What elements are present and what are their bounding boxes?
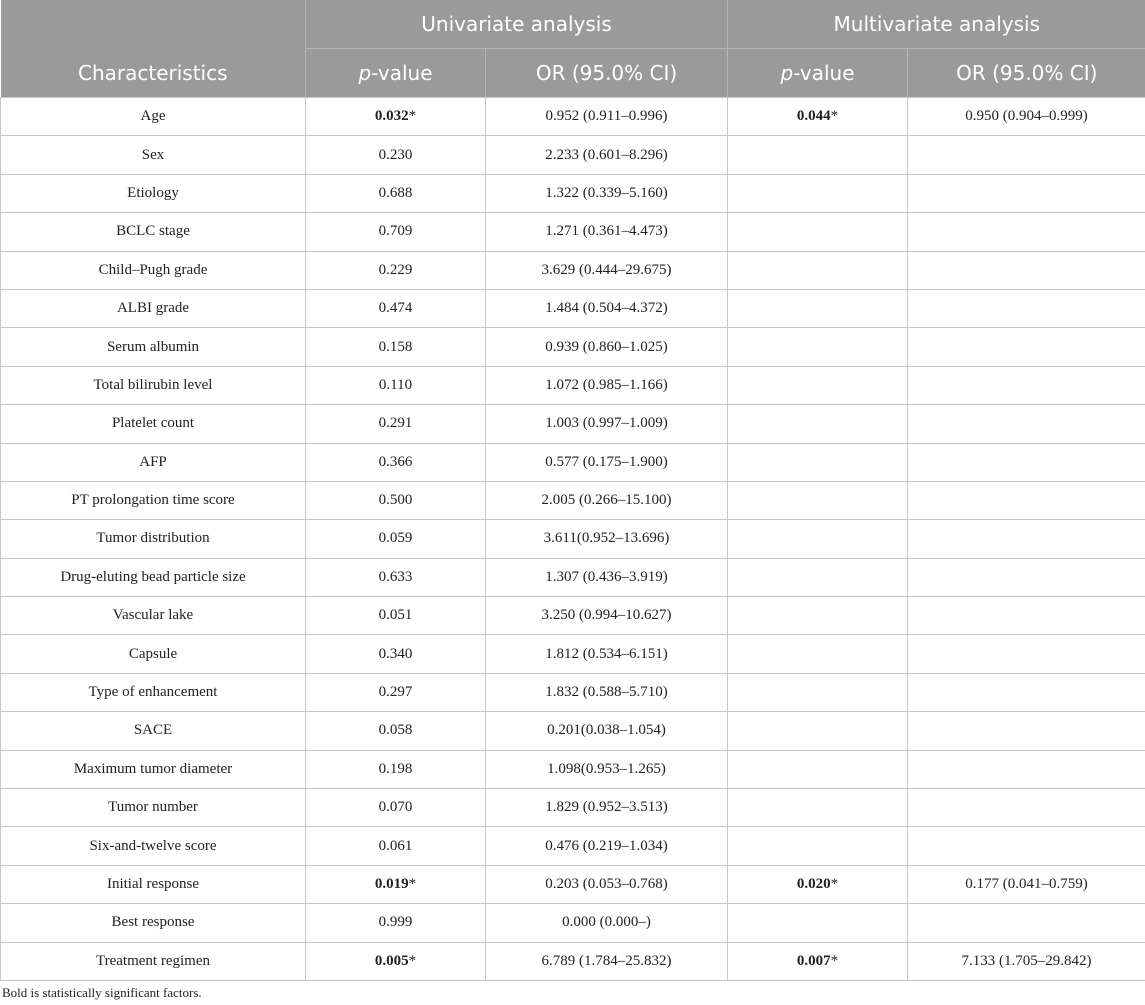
- cell-uni-or: [486, 174, 728, 212]
- uni-pvalue: 0.229: [378, 261, 413, 278]
- cell-uni-or: [486, 942, 728, 980]
- uni-pvalue: 0.005: [374, 952, 409, 969]
- cell-characteristic: [1, 827, 306, 865]
- uni-or: 1.003 (0.997–1.009): [545, 415, 668, 432]
- uni-pvalue: 0.297: [378, 684, 413, 701]
- multi-pvalue: 0.020: [796, 876, 831, 892]
- cell-uni-pvalue: [306, 328, 486, 366]
- characteristic-name: Tumor distribution: [96, 530, 210, 547]
- multi-star: *: [830, 876, 839, 892]
- cell-uni-or: [486, 98, 728, 136]
- cell-uni-pvalue: [306, 213, 486, 251]
- cell-multi-or: [908, 251, 1145, 289]
- table-row: [1, 213, 1145, 251]
- cell-multi-pvalue: [728, 174, 908, 212]
- cell-uni-pvalue: [306, 750, 486, 788]
- cell-uni-pvalue: [306, 827, 486, 865]
- multi-pvalue: 0.007: [796, 952, 831, 969]
- cell-characteristic: [1, 520, 306, 558]
- header-characteristics-label: Characteristics: [77, 61, 228, 85]
- or-label: OR (95.0% CI): [535, 61, 678, 85]
- uni-pvalue: 0.633: [378, 568, 413, 585]
- cell-uni-or: [486, 405, 728, 443]
- cell-multi-or: [908, 481, 1145, 519]
- uni-or: 1.812 (0.534–6.151): [545, 645, 668, 662]
- cell-multi-or: [908, 174, 1145, 212]
- cell-multi-pvalue: [728, 520, 908, 558]
- characteristic-name: ALBI grade: [116, 300, 190, 317]
- header-univariate-label: Univariate analysis: [421, 12, 612, 36]
- cell-uni-or: [486, 136, 728, 174]
- uni-pvalue: 0.061: [378, 837, 413, 854]
- cell-multi-pvalue: [728, 827, 908, 865]
- p-italic: p: [358, 61, 372, 85]
- cell-uni-pvalue: [306, 789, 486, 827]
- cell-uni-pvalue: [306, 558, 486, 596]
- cell-uni-or: [486, 443, 728, 481]
- cell-characteristic: [1, 942, 306, 980]
- uni-pvalue: 0.070: [378, 799, 413, 816]
- cell-multi-pvalue: [728, 366, 908, 404]
- cell-multi-or: [908, 635, 1145, 673]
- uni-or: 3.250 (0.994–10.627): [541, 607, 672, 624]
- table-row: [1, 520, 1145, 558]
- cell-multi-or: [908, 328, 1145, 366]
- cell-uni-or: [486, 635, 728, 673]
- uni-or: 1.832 (0.588–5.710): [545, 684, 668, 701]
- uni-pvalue: 0.158: [378, 338, 413, 355]
- footnote: Bold is statistically significant factors.: [2, 985, 202, 1000]
- cell-uni-or: [486, 597, 728, 635]
- cell-uni-pvalue: [306, 98, 486, 136]
- uni-or: 1.484 (0.504–4.372): [545, 300, 668, 317]
- cell-characteristic: [1, 558, 306, 596]
- cell-uni-or: [486, 558, 728, 596]
- multi-or: 7.133 (1.705–29.842): [961, 952, 1092, 969]
- cell-multi-or: [908, 213, 1145, 251]
- characteristic-name: PT prolongation time score: [71, 492, 235, 509]
- table-row: [1, 597, 1145, 635]
- cell-characteristic: [1, 213, 306, 251]
- header-multi-or: [908, 49, 1145, 98]
- cell-multi-pvalue: [728, 289, 908, 327]
- table-row: [1, 328, 1145, 366]
- multi-or: 0.950 (0.904–0.999): [965, 108, 1088, 125]
- cell-multi-pvalue: [728, 942, 908, 980]
- uni-or: 1.829 (0.952–3.513): [545, 799, 668, 816]
- header-univariate: [306, 0, 728, 49]
- cell-uni-pvalue: [306, 712, 486, 750]
- cell-multi-or: [908, 136, 1145, 174]
- cell-uni-or: [486, 750, 728, 788]
- cell-multi-pvalue: [728, 904, 908, 942]
- cell-multi-pvalue: [728, 481, 908, 519]
- cell-multi-or: [908, 520, 1145, 558]
- cell-characteristic: [1, 405, 306, 443]
- cell-characteristic: [1, 328, 306, 366]
- uni-star: *: [408, 108, 417, 125]
- uni-pvalue: 0.366: [378, 453, 413, 470]
- cell-characteristic: [1, 789, 306, 827]
- characteristic-name: Six-and-twelve score: [89, 837, 217, 854]
- cell-uni-pvalue: [306, 520, 486, 558]
- uni-pvalue: 0.688: [378, 184, 413, 201]
- cell-characteristic: [1, 136, 306, 174]
- characteristic-name: Total bilirubin level: [93, 376, 213, 393]
- uni-or: 2.005 (0.266–15.100): [541, 492, 672, 509]
- uni-pvalue: 0.340: [378, 645, 413, 662]
- characteristic-name: Tumor number: [108, 799, 198, 816]
- cell-uni-or: [486, 673, 728, 711]
- table-row: [1, 98, 1145, 136]
- cell-uni-or: [486, 865, 728, 903]
- cell-uni-or: [486, 289, 728, 327]
- uni-or: 0.000 (0.000–): [562, 914, 651, 931]
- cell-multi-or: [908, 366, 1145, 404]
- table-row: [1, 558, 1145, 596]
- cell-uni-pvalue: [306, 481, 486, 519]
- table-row: [1, 136, 1145, 174]
- uni-pvalue: 0.291: [378, 415, 413, 432]
- table-row: [1, 673, 1145, 711]
- multi-or: 0.177 (0.041–0.759): [965, 876, 1088, 892]
- uni-pvalue: 0.474: [378, 300, 413, 317]
- table-row: [1, 904, 1145, 942]
- cell-uni-or: [486, 789, 728, 827]
- cell-multi-or: [908, 942, 1145, 980]
- uni-or: 6.789 (1.784–25.832): [541, 952, 672, 969]
- cell-uni-pvalue: [306, 174, 486, 212]
- cell-multi-pvalue: [728, 405, 908, 443]
- cell-uni-or: [486, 481, 728, 519]
- cell-multi-pvalue: [728, 673, 908, 711]
- uni-or: 0.939 (0.860–1.025): [545, 338, 668, 355]
- table-row: [1, 712, 1145, 750]
- table-row: [1, 405, 1145, 443]
- table-row: [1, 174, 1145, 212]
- cell-characteristic: [1, 635, 306, 673]
- cell-multi-pvalue: [728, 558, 908, 596]
- cell-multi-pvalue: [728, 251, 908, 289]
- uni-pvalue: 0.709: [378, 223, 413, 240]
- cell-characteristic: [1, 366, 306, 404]
- table-row: [1, 443, 1145, 481]
- header-uni-pvalue: [306, 49, 486, 98]
- uni-or: 2.233 (0.601–8.296): [545, 146, 668, 163]
- uni-pvalue: 0.051: [378, 607, 413, 624]
- table-row: [1, 865, 1145, 903]
- characteristic-name: Etiology: [127, 184, 179, 201]
- cell-uni-pvalue: [306, 289, 486, 327]
- table-row: [1, 789, 1145, 827]
- cell-uni-pvalue: [306, 405, 486, 443]
- table-row: [1, 289, 1145, 327]
- cell-multi-or: [908, 712, 1145, 750]
- cell-uni-pvalue: [306, 673, 486, 711]
- cell-characteristic: [1, 174, 306, 212]
- uni-or: 1.072 (0.985–1.166): [545, 376, 668, 393]
- multi-star: *: [830, 952, 839, 969]
- cell-uni-pvalue: [306, 865, 486, 903]
- p-italic: p: [780, 61, 794, 85]
- cell-uni-or: [486, 520, 728, 558]
- uni-or: 3.611(0.952–13.696): [543, 530, 670, 547]
- cell-multi-pvalue: [728, 789, 908, 827]
- cell-characteristic: [1, 904, 306, 942]
- cell-multi-pvalue: [728, 98, 908, 136]
- characteristic-name: BCLC stage: [116, 223, 190, 240]
- characteristic-name: Treatment regimen: [95, 952, 210, 969]
- cell-multi-pvalue: [728, 213, 908, 251]
- cell-multi-or: [908, 597, 1145, 635]
- cell-multi-or: [908, 904, 1145, 942]
- table-row: [1, 366, 1145, 404]
- header-multivariate-label: Multivariate analysis: [833, 12, 1041, 36]
- uni-pvalue: 0.019: [374, 876, 409, 892]
- characteristic-name: Age: [140, 108, 166, 125]
- cell-multi-or: [908, 789, 1145, 827]
- table-row: [1, 251, 1145, 289]
- cell-multi-or: [908, 98, 1145, 136]
- multi-pvalue: 0.044: [796, 108, 831, 125]
- cell-uni-or: [486, 366, 728, 404]
- cell-uni-pvalue: [306, 251, 486, 289]
- header-multivariate: [728, 0, 1145, 49]
- table-header: [1, 0, 1145, 98]
- cell-characteristic: [1, 597, 306, 635]
- uni-or: 0.577 (0.175–1.900): [545, 453, 668, 470]
- cell-multi-pvalue: [728, 597, 908, 635]
- cell-uni-pvalue: [306, 597, 486, 635]
- uni-or: 0.201(0.038–1.054): [547, 722, 666, 739]
- cell-uni-or: [486, 904, 728, 942]
- characteristic-name: Capsule: [128, 645, 178, 662]
- characteristic-name: SACE: [133, 722, 173, 739]
- uni-star: *: [408, 952, 417, 969]
- cell-uni-pvalue: [306, 904, 486, 942]
- characteristic-name: AFP: [139, 453, 167, 470]
- uni-pvalue: 0.110: [378, 376, 413, 393]
- characteristic-name: Platelet count: [111, 415, 195, 432]
- table-row: [1, 635, 1145, 673]
- cell-characteristic: [1, 289, 306, 327]
- uni-or: 0.952 (0.911–0.996): [545, 108, 668, 125]
- cell-uni-pvalue: [306, 366, 486, 404]
- header-uni-or: [486, 49, 728, 98]
- cell-uni-or: [486, 213, 728, 251]
- table-row: [1, 827, 1145, 865]
- cell-characteristic: [1, 865, 306, 903]
- cell-multi-or: [908, 558, 1145, 596]
- multi-star: *: [830, 108, 839, 125]
- uni-or: 0.203 (0.053–0.768): [545, 876, 668, 892]
- cell-multi-or: [908, 865, 1145, 903]
- cell-multi-or: [908, 405, 1145, 443]
- characteristic-name: Drug-eluting bead particle size: [60, 568, 246, 585]
- cell-uni-or: [486, 827, 728, 865]
- table-row: [1, 750, 1145, 788]
- uni-or: 1.098(0.953–1.265): [547, 760, 666, 777]
- cell-multi-or: [908, 750, 1145, 788]
- uni-pvalue: 0.059: [378, 530, 413, 547]
- uni-or: 0.476 (0.219–1.034): [545, 837, 668, 854]
- header-multi-pvalue: [728, 49, 908, 98]
- characteristic-name: Initial response: [106, 876, 200, 892]
- uni-pvalue: 0.230: [378, 146, 413, 163]
- cell-multi-pvalue: [728, 328, 908, 366]
- table-row: [1, 481, 1145, 519]
- cell-multi-pvalue: [728, 712, 908, 750]
- header-characteristics: [1, 0, 306, 98]
- uni-or: 1.307 (0.436–3.919): [545, 568, 668, 585]
- characteristic-name: Vascular lake: [112, 607, 194, 624]
- cell-multi-or: [908, 827, 1145, 865]
- table-body: [1, 98, 1145, 981]
- uni-pvalue: 0.999: [378, 914, 413, 931]
- or-label: OR (95.0% CI): [956, 61, 1098, 85]
- cell-uni-pvalue: [306, 136, 486, 174]
- cell-multi-or: [908, 673, 1145, 711]
- cell-characteristic: [1, 251, 306, 289]
- uni-pvalue: 0.500: [378, 492, 413, 509]
- cell-uni-pvalue: [306, 942, 486, 980]
- characteristic-name: Maximum tumor diameter: [73, 760, 233, 777]
- cell-multi-pvalue: [728, 635, 908, 673]
- characteristic-name: Child–Pugh grade: [98, 261, 208, 278]
- p-suffix: -value: [371, 61, 433, 85]
- cell-uni-or: [486, 328, 728, 366]
- uni-or: 3.629 (0.444–29.675): [541, 261, 672, 278]
- cell-multi-pvalue: [728, 750, 908, 788]
- cell-characteristic: [1, 673, 306, 711]
- cell-characteristic: [1, 481, 306, 519]
- characteristic-name: Best response: [111, 914, 195, 931]
- cell-uni-pvalue: [306, 443, 486, 481]
- characteristic-name: Type of enhancement: [88, 684, 218, 701]
- cell-uni-or: [486, 712, 728, 750]
- uni-or: 1.271 (0.361–4.473): [545, 223, 668, 240]
- cell-multi-pvalue: [728, 136, 908, 174]
- cell-multi-or: [908, 443, 1145, 481]
- uni-pvalue: 0.032: [374, 108, 409, 125]
- cell-characteristic: [1, 443, 306, 481]
- cell-multi-or: [908, 289, 1145, 327]
- uni-pvalue: 0.198: [378, 760, 413, 777]
- characteristic-name: Serum albumin: [106, 338, 200, 355]
- cell-characteristic: [1, 712, 306, 750]
- cell-uni-or: [486, 251, 728, 289]
- uni-pvalue: 0.058: [378, 722, 413, 739]
- cell-multi-pvalue: [728, 865, 908, 903]
- p-suffix: -value: [793, 61, 855, 85]
- uni-or: 1.322 (0.339–5.160): [545, 184, 668, 201]
- cell-uni-pvalue: [306, 635, 486, 673]
- cell-characteristic: [1, 750, 306, 788]
- uni-star: *: [408, 876, 417, 892]
- characteristic-name: Sex: [141, 146, 165, 163]
- cell-characteristic: [1, 98, 306, 136]
- cell-multi-pvalue: [728, 443, 908, 481]
- table-row: [1, 942, 1145, 980]
